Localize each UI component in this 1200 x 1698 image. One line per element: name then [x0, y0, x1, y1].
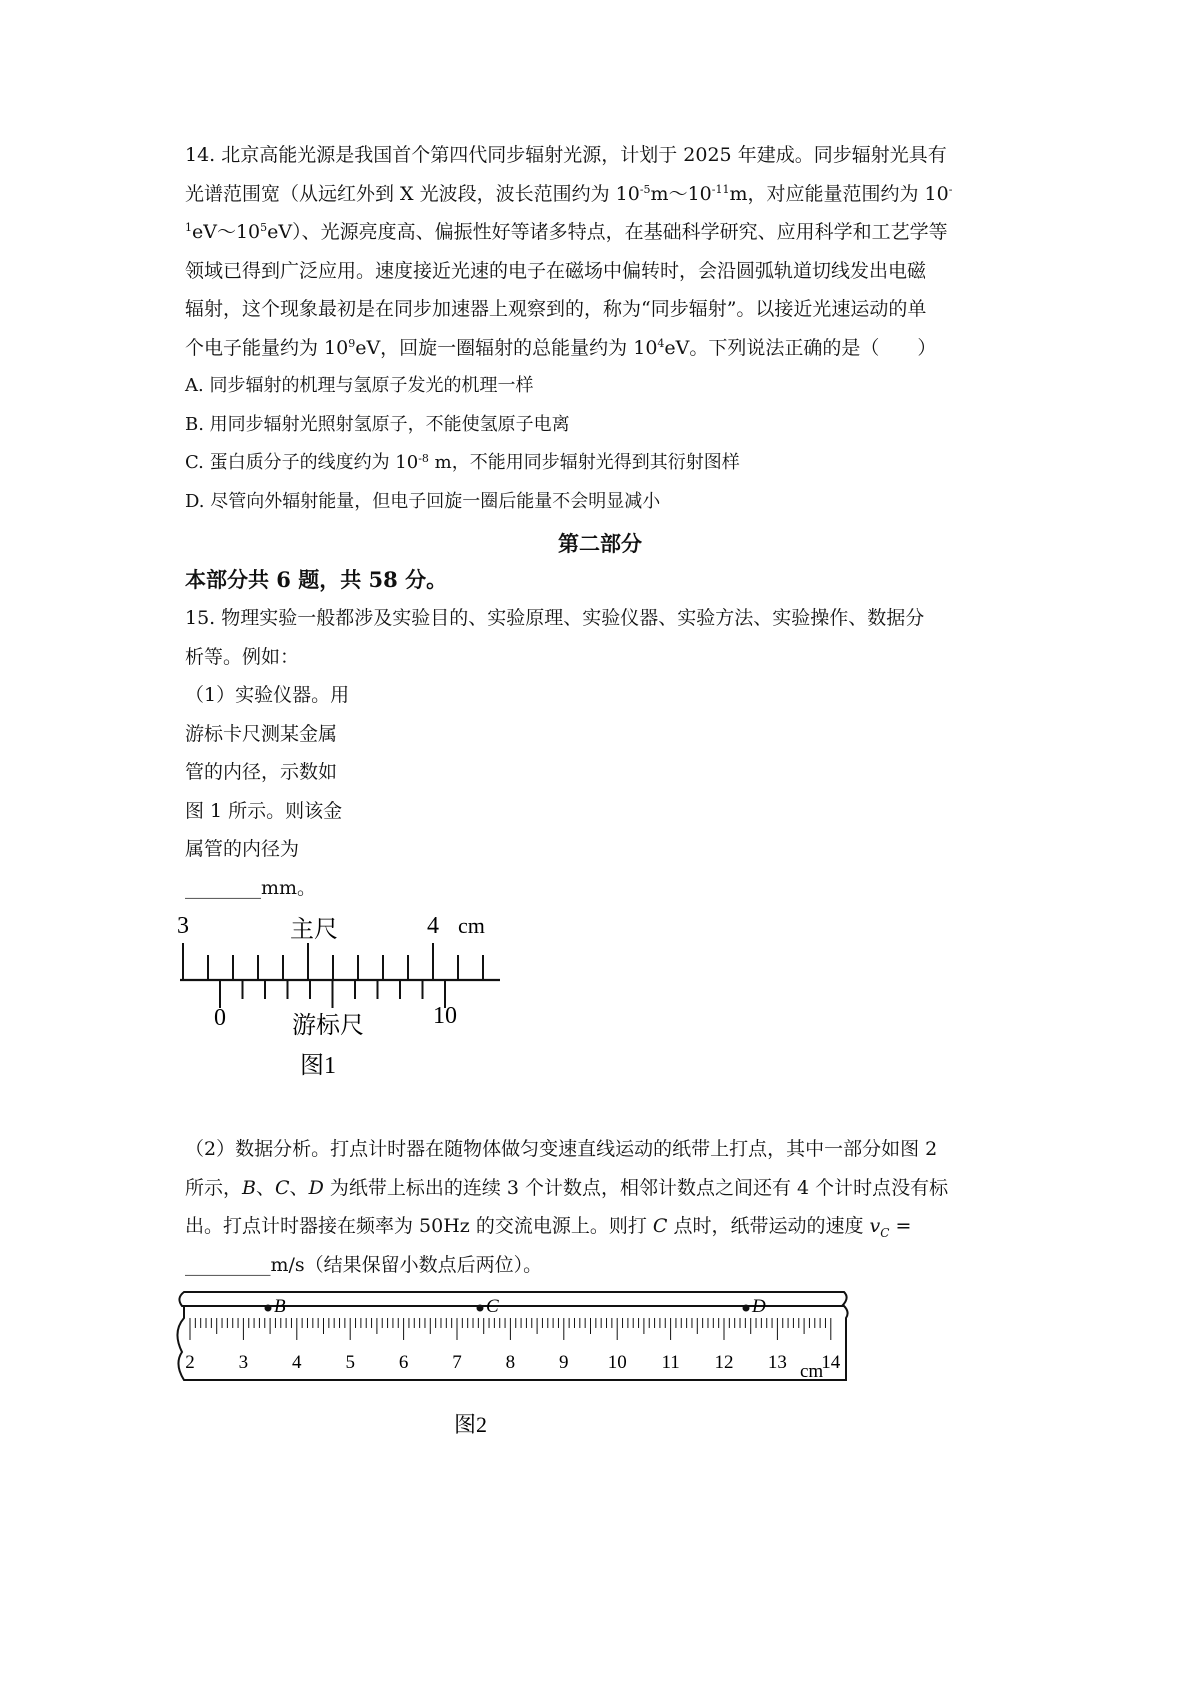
option-d: D. 尽管向外辐射能量，但电子回旋一圈后能量不会明显减小 — [185, 491, 661, 512]
q15-part2-answer-blank[interactable]: _________m/s（结果保留小数点后两位）。 — [185, 1254, 543, 1276]
q15-part2-line-1: （2）数据分析。打点计时器在随物体做匀变速直线运动的纸带上打点，其中一部分如图 2 — [185, 1138, 938, 1160]
q15-part1-answer-blank[interactable]: ________mm。 — [185, 877, 317, 899]
option-c: C. 蛋白质分子的线度约为 $10^{-8}$ m，不能用同步辐射光得到其衍射图样 — [185, 452, 740, 473]
vernier-label-10: 10 — [433, 1003, 457, 1029]
ruler-label: 4 — [292, 1352, 302, 1373]
ruler-label: 3 — [238, 1352, 249, 1373]
ruler-label: 12 — [714, 1352, 734, 1373]
ruler-label: 11 — [661, 1352, 680, 1373]
point-c-dot — [477, 1305, 484, 1312]
figure-1-caption: 图1 — [300, 1053, 336, 1079]
section-subtitle: 本部分共 6 题，共 58 分。 — [185, 567, 448, 592]
q14-line-2: 光谱范围宽（从远红外到 X 光波段，波长范围约为 $10^{-5}m\sim 10^{-11}m$，对应能量范围约为 10- — [185, 183, 953, 205]
section-title: 第二部分 — [558, 531, 642, 556]
point-b-label: B — [274, 1296, 286, 1317]
q14-line-1: 14. 北京高能光源是我国首个第四代同步辐射光源，计划于 2025 年建成。同步辐射光具有 — [185, 144, 947, 166]
option-a: A. 同步辐射的机理与氢原子发光的机理一样 — [185, 375, 534, 396]
main-scale-label-4: 4 — [427, 913, 439, 939]
q15-part1-line-2: 游标卡尺测某金属 — [185, 723, 338, 745]
ruler-label: 14 — [821, 1352, 841, 1373]
main-scale-label-3: 3 — [177, 913, 189, 939]
ruler-label: 13 — [767, 1352, 787, 1373]
q14-line-5: 辐射，这个现象最初是在同步加速器上观察到的，称为“同步辐射”。以接近光速运动的单 — [185, 298, 927, 320]
q15-part2-line-2: 所示，B、C、D 为纸带上标出的连续 3 个计数点，相邻计数点之间还有 4 个计时点没有标 — [185, 1177, 949, 1199]
q15-part1-line-1: （1）实验仪器。用 — [185, 684, 350, 706]
ruler-label: 9 — [559, 1352, 569, 1373]
q14-line-3: $^1eV\sim 10^5eV$）、光源亮度高、偏振性好等诸多特点，在基础科学研究、应用科学和工艺学等 — [185, 221, 948, 243]
ruler-label: 8 — [505, 1352, 516, 1373]
ruler-label: 6 — [398, 1352, 409, 1373]
ruler-label: 5 — [345, 1352, 355, 1373]
point-d-label: D — [752, 1296, 766, 1317]
vernier-scale-title: 游标尺 — [292, 1013, 364, 1039]
q15-line-1: 15. 物理实验一般都涉及实验目的、实验原理、实验仪器、实验方法、实验操作、数据分 — [185, 607, 925, 629]
q15-part1-line-4: 图 1 所示。则该金 — [185, 800, 343, 822]
option-b: B. 用同步辐射光照射氢原子，不能使氢原子电离 — [185, 414, 570, 435]
ruler-label: 7 — [452, 1352, 462, 1373]
unit-label: cm — [458, 913, 485, 938]
point-b-dot — [265, 1305, 272, 1312]
q14-line-4: 领域已得到广泛应用。速度接近光速的电子在磁场中偏转时，会沿圆弧轨道切线发出电磁 — [185, 260, 927, 282]
ruler-label: 2 — [185, 1352, 195, 1373]
figure-2-ruler — [170, 1282, 870, 1482]
point-c-label: C — [486, 1296, 499, 1317]
q15-line-2: 析等。例如： — [185, 646, 300, 668]
main-scale-title: 主尺 — [290, 917, 338, 943]
ruler-label: 10 — [607, 1352, 627, 1373]
q14-line-6: 个电子能量约为 $10^9eV$，回旋一圈辐射的总能量约为 $10^4eV$。下列说法正确的是（ ） — [185, 337, 937, 359]
q15-part2-line-3: 出。打点计时器接在频率为 50Hz 的交流电源上。则打 C 点时，纸带运动的速度 $v_C$ = — [185, 1215, 912, 1240]
figure-1-vernier-caliper — [175, 905, 555, 1095]
figure-2-caption: 图2 — [454, 1412, 488, 1437]
vernier-label-0: 0 — [214, 1005, 226, 1031]
q15-part1-line-3: 管的内径，示数如 — [185, 761, 338, 783]
ruler-unit: cm — [800, 1361, 824, 1382]
point-d-dot — [743, 1305, 750, 1312]
q15-part1-line-5: 属管的内径为 — [185, 838, 300, 860]
